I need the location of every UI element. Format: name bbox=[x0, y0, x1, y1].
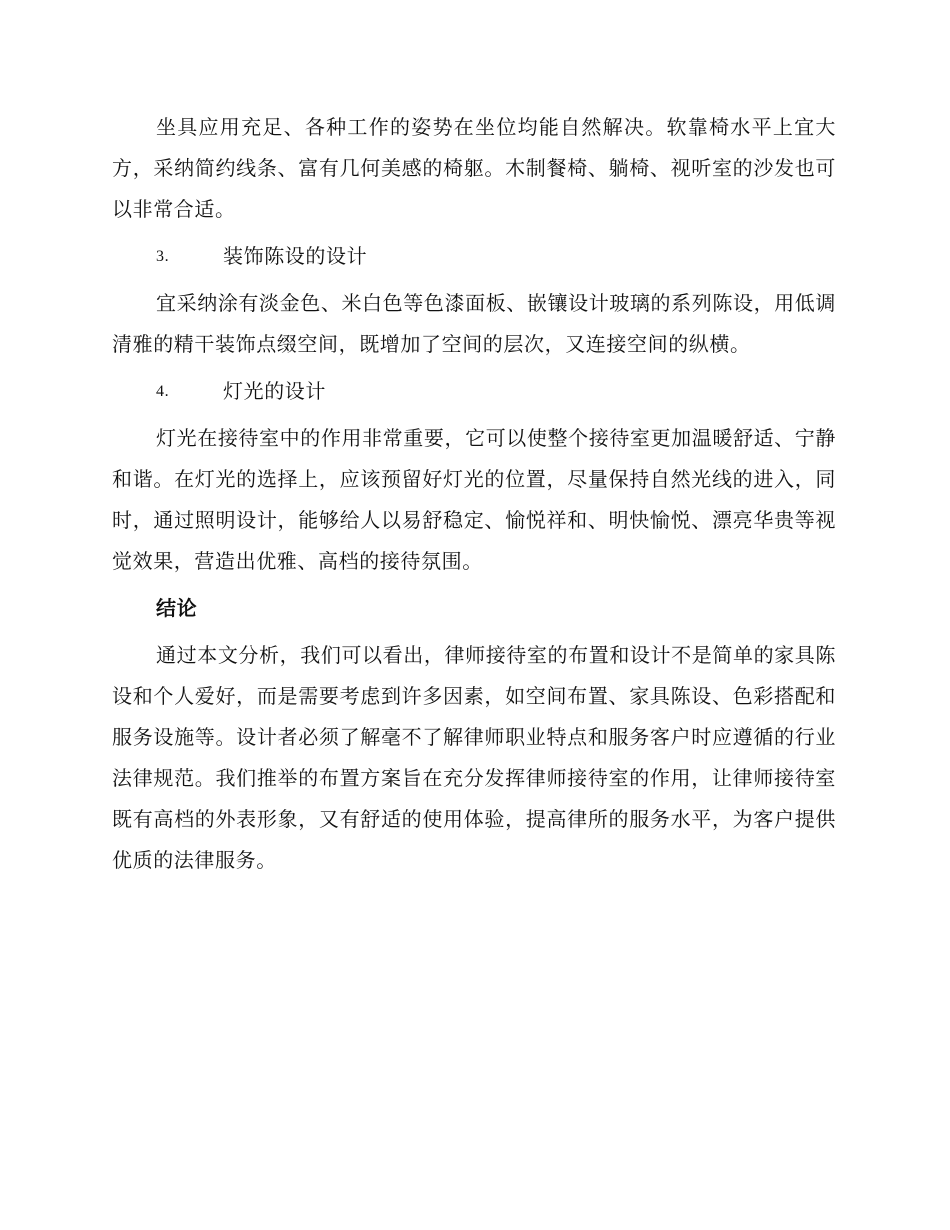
list-item-decor bbox=[112, 236, 836, 277]
conclusion-paragraph: 通过本文分析，我们可以看出，律师接待室的布置和设计不是简单的家具陈设和个人爱好，而是需要考虑到许多因素，如空间布置、家具陈设、色彩搭配和服务设施等。设计者必须了解毫不了解律师职业特点和服务客户时应遵循的行业法律规范。我们推举的布置方案旨在充分发挥律师接待室的作用，让律师接待室既有高档的外表形象，又有舒适的使用体验，提高律所的服务水平，为客户提供优质的法律服务。 bbox=[112, 643, 836, 872]
document-page bbox=[112, 107, 836, 887]
decor-paragraph: 宜采纳涂有淡金色、米白色等色漆面板、嵌镶设计玻璃的系列陈设，用低调清雅的精干装饰点缀空间，既增加了空间的层次，又连接空间的纵横。 bbox=[112, 291, 836, 356]
list-number: 4. bbox=[156, 383, 170, 400]
conclusion-heading: 结论 bbox=[156, 596, 198, 620]
list-item-lighting bbox=[112, 371, 836, 412]
lighting-paragraph: 灯光在接待室中的作用非常重要，它可以使整个接待室更加温暖舒适、宁静和谐。在灯光的选择上，应该预留好灯光的位置，尽量保持自然光线的进入，同时，通过照明设计，能够给人以易舒稳定、愉悦祥和、明快愉悦、漂亮华贵等视觉效果，营造出优雅、高档的接待氛围。 bbox=[112, 426, 836, 573]
list-title: 灯光的设计 bbox=[223, 379, 326, 403]
seating-paragraph: 坐具应用充足、各种工作的姿势在坐位均能自然解决。软靠椅水平上宜大方，采纳简约线条、富有几何美感的椅躯。木制餐椅、躺椅、视听室的沙发也可以非常合适。 bbox=[112, 115, 836, 221]
list-number: 3. bbox=[156, 248, 170, 265]
list-title: 装饰陈设的设计 bbox=[223, 244, 368, 268]
